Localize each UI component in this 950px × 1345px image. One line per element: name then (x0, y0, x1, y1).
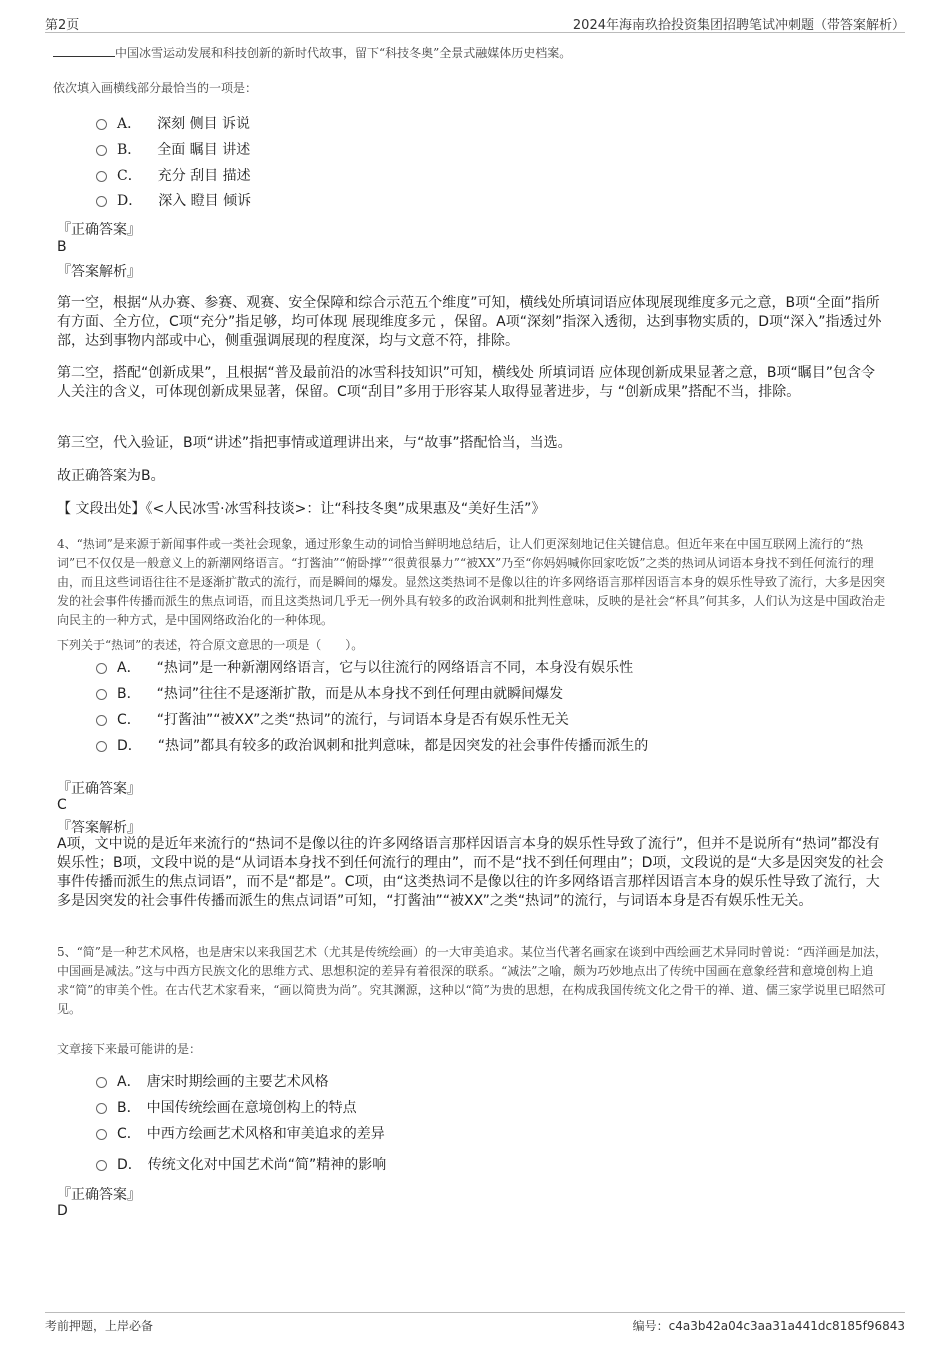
radio-icon[interactable] (96, 1103, 107, 1114)
q3-option-c[interactable]: C． 充分 刮目 描述 (96, 166, 251, 186)
q5-option-a[interactable]: A． 唐宋时期绘画的主要艺术风格 (96, 1072, 329, 1092)
q4-passage: 4、“热词”是来源于新闻事件或一类社会现象，通过形象生动的词恰当鲜明地总结后，让人们更深刻地记住关键信息。但近年来在中国互联网上流行的“热词”已不仅仅是一般意义上的新潮网络语言。“打酱油”“俯卧撑”“很黄很暴力”“被XX”乃至“你妈妈喊你回家吃饭”之类的热词从词语本身找不到任何流行的理由，而且这些词语往往不是逐渐扩散式的流行，而是瞬间的爆发。显然这类热词不是像以往的许多网络语言那样因语言本身的娱乐性导致了流行，大多是因突发的社会事件传播而派生的焦点词语，而且这类热词几乎无一例外具有较多的政治讽刺和批判性意味，反映的是社会“杯具”何其多，人们认为这是中国政治走向民主的一种方式，是中国网络政治化的一种体现。 (57, 537, 886, 627)
q4-analysis: A项，文中说的是近年来流行的“热词不是像以往的许多网络语言那样因语言本身的娱乐性导致了流行”，但并不是说所有“热词”都没有娱乐性；B项，文段中说的是“从词语本身找不到任何流行的理由”，而不是“找不到任何理由”；D项，文段说的是“大多是因突发的社会事件传播而派生的焦点词语”，而不是“都是”。C项，由“这类热词不是像以往的许多网络语言那样因语言本身的娱乐性导致了流行，大多是因突发的社会事件传播而派生的焦点词语”可知，“打酱油”“被XX”之类“热词”的流行，与词语本身是否有娱乐性无关。 (57, 836, 884, 909)
q3-analysis-p2: 第二空，搭配“创新成果”，且根据“普及最前沿的冰雪科技知识”可知，横线处 所填词语 应体现创新成果显著之意，B项“瞩目”包含令人关注的含义，可体现创新成果显著，保留。C项“刮目”多用于形容某人取得显著进步，与 “创新成果”搭配不当，排除。 (57, 365, 876, 400)
radio-icon[interactable] (96, 715, 107, 726)
radio-icon[interactable] (96, 1077, 107, 1088)
q5-option-b[interactable]: B． 中国传统绘画在意境创构上的特点 (96, 1098, 357, 1118)
q3-text-tail: 中国冰雪运动发展和科技创新的新时代故事，留下“科技冬奥”全景式融媒体历史档案。 (53, 44, 883, 63)
q5-answer: D (57, 1203, 68, 1219)
radio-icon[interactable] (96, 196, 107, 207)
document-title: 2024年海南玖拾投资集团招聘笔试冲刺题（带答案解析） (572, 18, 905, 33)
radio-icon[interactable] (96, 663, 107, 674)
radio-icon[interactable] (96, 145, 107, 156)
q3-option-a[interactable]: A． 深刻 侧目 诉说 (96, 114, 250, 134)
q3-analysis-p3: 第三空，代入验证，B项“讲述”指把事情或道理讲出来，与“故事”搭配恰当，当选。 (57, 435, 572, 451)
radio-icon[interactable] (96, 171, 107, 182)
q4-prompt: 下列关于“热词”的表述，符合原文意思的一项是（ ）。 (57, 638, 364, 652)
radio-icon[interactable] (96, 1129, 107, 1140)
radio-icon[interactable] (96, 689, 107, 700)
q5-answer-label: 『正确答案』 (57, 1187, 141, 1203)
q4-answer: C (57, 797, 67, 813)
q5-passage: 5、“简”是一种艺术风格，也是唐宋以来我国艺术（尤其是传统绘画）的一大审美追求。某位当代著名画家在谈到中西绘画艺术异同时曾说：“西洋画是加法，中国画是减法。”这与中西方民族文化的思维方式、思想积淀的差异有着很深的联系。“减法”之喻，颇为巧妙地点出了传统中国画在意象经营和意境创构上追求“简”的审美个性。在古代艺术家看来，“画以简贵为尚”。究其渊源，这种以“简”为贵的思想，在构成我国传统文化之骨干的禅、道、儒三家学说里已昭然可见。 (57, 945, 888, 1016)
document-id: 编号：c4a3b42a04c3aa31a441dc8185f96843 (632, 1319, 905, 1333)
q3-answer: B (57, 239, 67, 255)
page-footer (45, 1312, 905, 1335)
q5-option-c[interactable]: C． 中西方绘画艺术风格和审美追求的差异 (96, 1124, 385, 1144)
page-header (45, 12, 905, 33)
radio-icon[interactable] (96, 119, 107, 130)
q3-answer-label: 『正确答案』 (57, 222, 141, 238)
q4-answer-label: 『正确答案』 (57, 781, 141, 797)
q3-source: 【 文段出处】《<人民冰雪·冰雪科技谈>：让“科技冬奥”成果惠及“美好生活”》 (57, 501, 546, 517)
q3-analysis-p1: 第一空，根据“从办赛、参赛、观赛、安全保障和综合示范五个维度”可知，横线处所填词语应体现展现维度多元之意，B项“全面”指所有方面、全方位，C项“充分”指足够，均可体现 展现维度多元 ，保留。A项“深刻”指深入透彻，达到事物实质的，D项“深入”指透过外部，达到事物内部或中心，侧重强调展现的程度深，均与文意不符，排除。 (57, 295, 882, 349)
q4-analysis-label: 『答案解析』 (57, 820, 141, 836)
fill-blank (53, 44, 115, 57)
q3-analysis-label: 『答案解析』 (57, 264, 141, 280)
radio-icon[interactable] (96, 1160, 107, 1171)
q3-option-d[interactable]: D． 深入 瞪目 倾诉 (96, 191, 251, 211)
footer-slogan: 考前押题，上岸必备 (45, 1319, 154, 1333)
q3-analysis-p4: 故正确答案为B。 (57, 468, 165, 484)
q3-prompt: 依次填入画横线部分最恰当的一项是： (53, 81, 258, 95)
q3-option-b[interactable]: B． 全面 瞩目 讲述 (96, 140, 250, 160)
radio-icon[interactable] (96, 741, 107, 752)
q5-option-d[interactable]: D． 传统文化对中国艺术尚“简”精神的影响 (96, 1155, 386, 1175)
page-number: 第2页 (45, 18, 80, 33)
q4-option-c[interactable]: C． “打酱油”“被XX”之类“热词”的流行，与词语本身是否有娱乐性无关 (96, 710, 569, 730)
q4-option-b[interactable]: B． “热词”往往不是逐渐扩散，而是从本身找不到任何理由就瞬间爆发 (96, 684, 563, 704)
q5-prompt: 文章接下来最可能讲的是： (57, 1042, 202, 1056)
q4-option-d[interactable]: D． “热词”都具有较多的政治讽刺和批判意味，都是因突发的社会事件传播而派生的 (96, 736, 648, 756)
q4-option-a[interactable]: A． “热词”是一种新潮网络语言，它与以往流行的网络语言不同，本身没有娱乐性 (96, 658, 633, 678)
